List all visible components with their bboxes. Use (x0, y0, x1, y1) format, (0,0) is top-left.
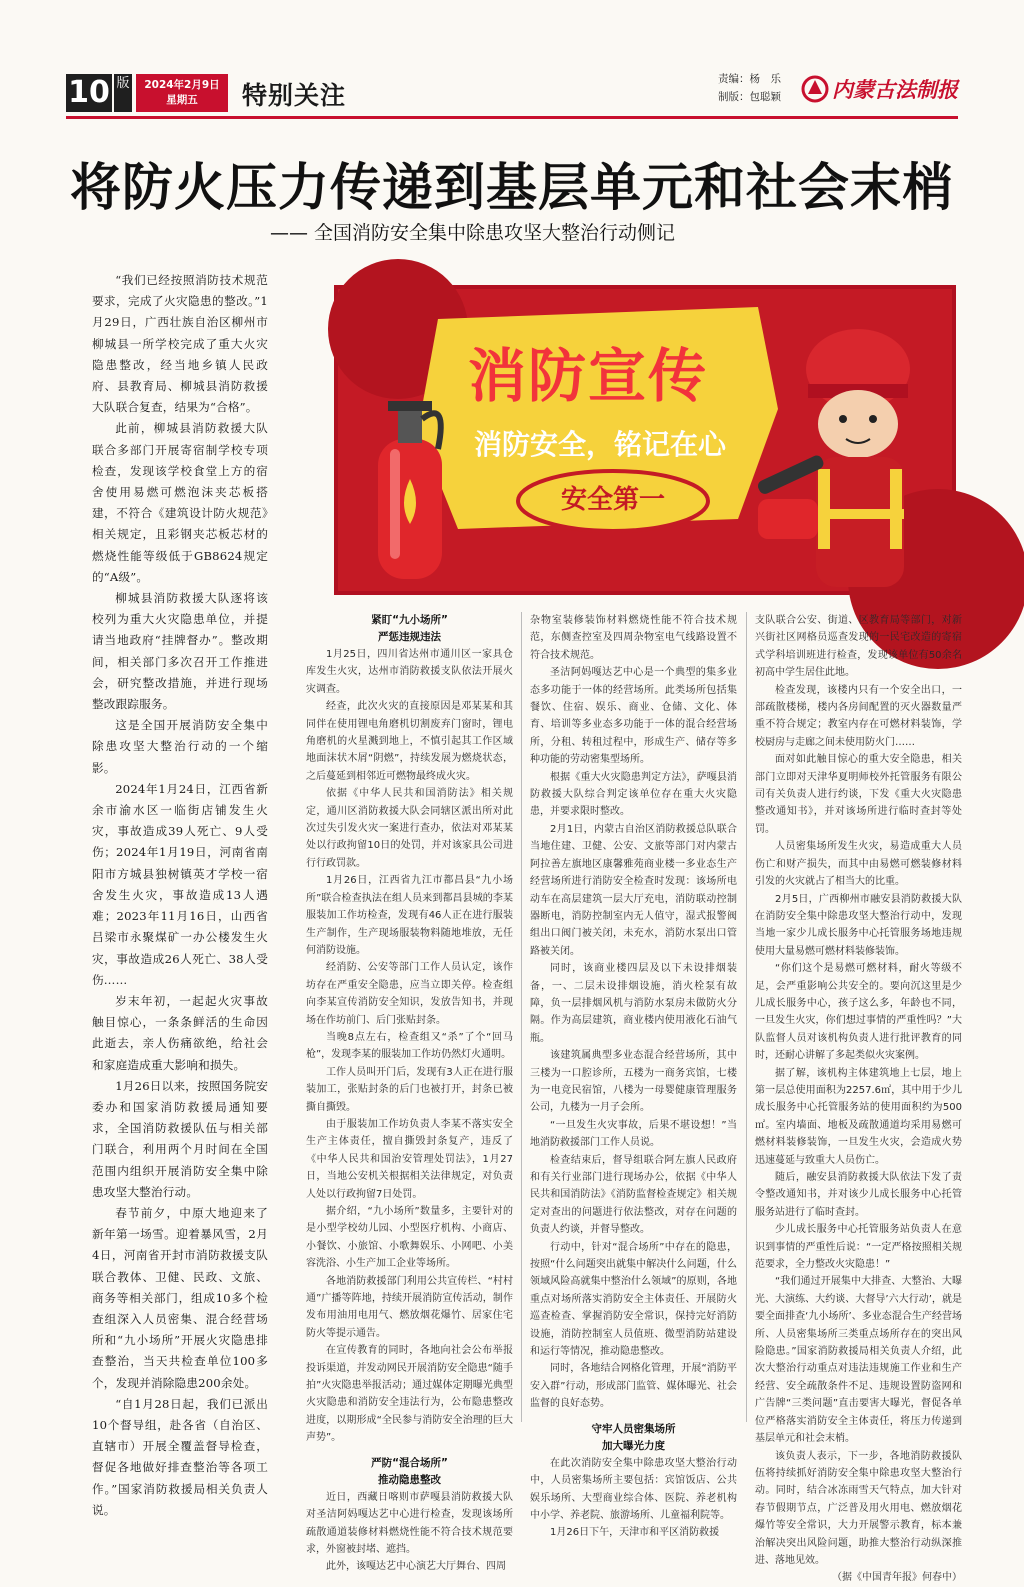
lead-column (92, 270, 268, 1517)
column-divider (521, 612, 522, 1422)
masthead-title: 内蒙古法制报 (832, 77, 958, 102)
body-paragraph: 据了解，该机构主体建筑地上七层，地上第一层总使用面积为2257.6㎡，其中用于少儿成长服务中心托管服务站的使用面积约为500㎡。室内墙面、地板及疏散通道均采用易燃可燃材料装修装饰，一旦发生火灾，会造成火势迅速蔓延与致重大人员伤亡。 (755, 1067, 962, 1166)
body-paragraph: 当晚8点左右，检查组又“杀”了个“回马枪”，发现李某的服装加工作坊仍然灯火通明。 (306, 1031, 513, 1061)
body-paragraph: 经消防、公安等部门工作人员认定，该作坊存在严重安全隐患，应当立即关停。检查组向李某宣传消防安全知识，发放告知书，并现场在作坊前门、后门张贴封条。 (306, 962, 513, 1026)
lead-paragraph: 柳城县消防救援大队逐将该校列为重大火灾隐患单位，并提请当地政府“挂牌督办”。整改期间，相关部门多次召开工作推进会，研究整改措施，并进行现场整改跟踪服务。 (92, 591, 268, 712)
body-paragraph: 此外，该嘎达艺中心演艺大厅舞台、四周 (326, 1561, 506, 1573)
editor-credits (718, 70, 781, 106)
body-paragraph: 工作人员叫开门后，发现有3人正在进行服装加工，张贴封条的后门也被打开，封条已被撕自撕毁。 (306, 1066, 513, 1113)
banner-title: 消防宣传 (468, 342, 709, 410)
body-paragraph: “我们通过开展集中大排查、大整治、大曝光、大演练、大约谈、大督导’六大行动’，就是要全面排查‘九小场所’、多业态混合生产经营场所、人员密集场所三类重点场所存在的突出风险隐患。”国家消防救援局相关负责人介绍，此次大整治行动重点对违法违规施工作业和生产经营、安全疏散条件不足、违规设置防盗网和广告牌“三类问题”直击要害大曝光，督促各单位严格落实消防安全主体责任，将压力传递到基层单元和社会末梢。 (755, 1276, 962, 1445)
body-paragraph: 1月26日下午，天津市和平区消防救援 (550, 1527, 720, 1539)
subtitle-spacer (530, 1413, 737, 1421)
body-paragraph: 检查结束后，督导组联合阿左旗人民政府和有关行业部门进行现场办公，依据《中华人民共和国消防法》《消防监督检查规定》相关规定对查出的问题进行依法整改，对存在问题的负责人约谈，并督导整改。 (530, 1154, 737, 1236)
designer: 制版：包聪颖 (718, 91, 781, 103)
body-paragraph: 面对如此触目惊心的重大安全隐患，相关部门立即对天津华夏明师校外托管服务有限公司有关负责人进行约谈，下发《重大火灾隐患整改通知书》，并对该场所进行临时查封等处罚。 (755, 754, 962, 835)
body-paragraph: 同时，该商业楼四层及以下未设排烟装备，一、二层未设排烟设施，消火栓泵有故障，负一层排烟风机与消防水泵房未做防火分隔。作为高层建筑，商业楼内使用液化石油气瓶。 (530, 963, 737, 1044)
page-number: 10 (66, 74, 112, 112)
section-subtitle: 推动隐患整改 (378, 1473, 441, 1486)
body-column-1 (306, 612, 513, 1573)
lead-paragraph: “我们已经按照消防技术规范要求，完成了火灾隐患的整改。”1月29日，广西壮族自治区柳州市柳城县一所学校完成了重大火灾隐患整改，经当地乡镇人民政府、县教育局、柳城县消防救援大队联合复查，结果为“合格”。 (92, 273, 268, 415)
body-paragraph: 1月25日，四川省达州市通川区一家具仓库发生火灾，达州市消防救援支队依法开展火灾调查。 (306, 649, 513, 695)
body-paragraph: 行动中，针对“混合场所”中存在的隐患，按照“什么问题突出就集中解决什么问题，什么领域风险高就集中整治什么领域”的原则，各地重点对场所落实消防安全主体责任、开展防火巡查检查、掌握消防安全常识，保持完好消防设施，消防控制室人员值班、微型消防站建设和运行等情况，推动隐患整改。 (530, 1241, 737, 1358)
column-divider (746, 612, 747, 1422)
lead-paragraph: “自1月28日起，我们已派出10个督导组，赴各省（自治区、直辖市）开展全覆盖督导检查，督促各地做好排查整治等各项工作。”国家消防救援局相关负责人说。 (92, 1396, 268, 1517)
lead-paragraph: 岁末年初，一起起火灾事故触目惊心，一条条鲜活的生命因此逝去，亲人伤痛欲绝，给社会和家庭造成重大影响和损失。 (92, 993, 268, 1072)
editor: 责编：杨 乐 (718, 73, 781, 85)
body-paragraph: “你们这个是易燃可燃材料，耐火等级不足，会严重影响公共安全的。要向沉这里是少儿成长服务中心，孩子这么多，年龄也不同，一旦发生火灾，你们想过事情的严重性吗？”大队监督人员对该机构负责人进行批评教育的同时，还耐心讲解了多起类似火灾案例。 (755, 963, 962, 1062)
body-paragraph: 2月1日，内蒙古自治区消防救援总队联合当地住建、卫健、公安、文旅等部门对内蒙古阿拉善左旗地区康馨雅苑商业楼一多业态生产经营场所进行消防安全检查时发现：该场所电动车在高层建筑一层大厅充电，消防联动控制器断电，消防控制室内无人值守，湿式报警阀组出口阀门被关闭，未充水，消防水泵出口管路被关闭。 (530, 823, 737, 957)
issue-weekday: 星期五 (166, 94, 198, 106)
date-box (136, 74, 228, 112)
body-paragraph: “一旦发生火灾事故，后果不堪设想！”当地消防救援部门工作人员说。 (530, 1119, 737, 1149)
body-paragraph: 1月26日，江西省九江市都昌县“九小场所”联合检查执法在组人员来到都昌县城的李某服装加工作坊检查，发现有46人正在进行服装生产制作，生产现场服装物料随地堆放，无任何消防设施。 (306, 875, 513, 956)
subtitle-spacer (306, 1447, 513, 1455)
body-paragraph: 该负责人表示，下一步，各地消防救援队伍将持续抓好消防安全集中除患攻坚大整治行动。同时，结合冰冻雨雪天气特点，加大针对春节假期节点，广泛普及用火用电、燃放烟花爆竹等安全常识，大力开展警示教育，标本兼治解决突出风险问题，助推大整治行动纵深推进、落地见效。 (755, 1450, 962, 1566)
section-subtitle: 加大曝光力度 (602, 1439, 665, 1452)
section-subtitle: 守牢人员密集场所 (591, 1422, 676, 1435)
body-paragraph: 在此次消防安全集中除患攻坚大整治行动中，人员密集场所主要包括：宾馆饭店、公共娱乐场所、大型商业综合体、医院、养老机构中小学、养老院、旅游场所、儿童福利院等。 (530, 1457, 737, 1521)
fire-safety-banner (334, 285, 956, 595)
issue-date: 2024年2月9日 (144, 79, 220, 91)
body-paragraph: 经查，此次火灾的直接原因是邓某某和其同伴在使用锂电角磨机切割废弃门窗时，锂电角磨机的火星溅到地上，不慎引起其工作区域地面沫状木屑“阴燃”，持续发展为燃烧状态，之后蔓延到相邻近可燃物最终成火灾。 (306, 701, 513, 782)
body-paragraph: 各地消防救援部门利用公共宣传栏、“村村通”广播等阵地，持续开展消防宣传活动，制作发布用油用电用气、燃放烟花爆竹、居家住宅防火等提示通告。 (306, 1275, 513, 1339)
body-paragraph: 依据《中华人民共和国消防法》相关规定，通川区消防救援大队会同辖区派出所对此次过失引发火灾一案进行查办，依法对邓某某处以行政拘留10日的处罚，并对该家具公司进行行政罚款。 (306, 788, 513, 869)
body-paragraph: 该建筑属典型多业态混合经营场所，其中三楼为一口腔诊所，五楼为一商务宾馆，七楼为一电竞民宿馆，八楼为一母婴健康管理服务公司，九楼为一月子会所。 (530, 1050, 737, 1114)
body-column-3 (755, 612, 962, 1584)
body-paragraph: 2月5日，广西柳州市融安县消防救援大队在消防安全集中除患攻坚大整治行动中，发现当地一家少儿成长服务中心托管服务场地违规使用大量易燃可燃材料装修装饰。 (755, 893, 962, 957)
page-header (66, 68, 958, 118)
article-headline: 将防火压力传递到基层单元和社会末梢 (69, 158, 954, 218)
header-rule (66, 116, 958, 119)
body-paragraph: 检查发现，该楼内只有一个安全出口，一部疏散楼梯，楼内各房间配置的灭火器数量严重不符合规定；教室内存在可燃材料装饰，学校厨房与走廊之间未使用防火门…… (755, 684, 962, 748)
body-paragraph: 近日，西藏日喀则市萨嘎县消防救援大队对圣洁阿妈嘎达艺中心进行检查，发现该场所疏散通道装修材料燃烧性能不符合技术规范要求，外窗被封堵、遮挡。 (306, 1491, 513, 1555)
section-title: 特别关注 (242, 81, 347, 110)
lead-paragraph: 此前，柳城县消防救援大队联合多部门开展寄宿制学校专项检查，发现该学校食堂上方的宿舍使用易燃可燃泡沫夹芯板搭建，不符合《建筑设计防火规范》相关规定，且彩钢夹芯板芯材的燃烧性能等级低于GB8624规定的“A级”。 (92, 421, 268, 584)
body-paragraph: 同时，各地结合网格化管理，开展“消防平安入群”行动，形成部门监管、媒体曝光、社会监督的良好态势。 (530, 1363, 737, 1410)
body-paragraph: 圣洁阿妈嘎达艺中心是一个典型的集多业态多功能于一体的经营场所。此类场所包括集餐饮、住宿、娱乐、商业、仓储、文化、体育、培训等多业态多功能于一体的混合经营场所，分租、转租过程中，形成生产、储存等多种功能的劳动密集型场所。 (530, 667, 737, 766)
body-paragraph: 支队联合公安、街道、区教育局等部门，对新兴街社区网格员巡查发现的一民宅改造的寄宿式学科培训班进行检查，发现该单位有50余名初高中学生居住此地。 (755, 615, 962, 679)
source-credit: （据《中国青年报》何春中） (832, 1572, 962, 1584)
masthead (800, 72, 960, 106)
ban-label: 版 (114, 74, 132, 112)
banner-badge: 安全第一 (560, 485, 665, 515)
section-subtitle: 紧盯“九小场所” (371, 614, 448, 626)
body-paragraph: 人员密集场所发生火灾，易造成重大人员伤亡和财产损失，而其中由易燃可燃装修材料引发的火灾就占了相当大的比重。 (755, 841, 962, 888)
body-paragraph: 据介绍，“九小场所”数量多，主要针对的是小型学校幼儿园、小型医疗机构、小商店、小餐饮、小旅馆、小歌舞娱乐、小网吧、小美容洗浴、小生产加工企业等场所。 (306, 1206, 513, 1270)
firefighter-icon (756, 329, 910, 587)
body-paragraph: 根据《重大火灾隐患判定方法》，萨嘎县消防救援大队综合判定该单位存在重大火灾隐患，并要求限时整改。 (530, 771, 737, 818)
masthead-logo-icon (800, 74, 830, 104)
body-paragraph: 由于服装加工作坊负责人李某不落实安全生产主体责任，擅自撕毁封条复产，违反了《中华人民共和国治安管理处罚法》，1月27日，当地公安机关根据相关法律规定，对负责人处以行政拘留7日处罚。 (306, 1118, 513, 1200)
lead-paragraph: 1月26日以来，按照国务院安委办和国家消防救援局通知要求，全国消防救援队伍与相关部门联合，利用两个月时间在全国范围内组织开展消防安全集中除患攻坚大整治行动。 (92, 1078, 268, 1199)
body-paragraph: 随后，融安县消防救援大队依法下发了责令整改通知书，并对该少儿成长服务中心托管服务站进行了临时查封。 (755, 1172, 962, 1218)
banner-subtitle: 消防安全，铭记在心 (473, 428, 726, 461)
section-subtitle: 严惩违规违法 (378, 631, 441, 643)
body-paragraph: 杂物室装修装饰材料燃烧性能不符合技术规范，东侧查控室及四周杂物室电气线路设置不符合技术规范。 (530, 615, 737, 661)
lead-paragraph: 2024年1月24日，江西省新余市渝水区一临街店铺发生火灾，事故造成39人死亡、9人受伤；2024年1月19日，河南省南阳市方城县独树镇英才学校一宿舍发生火灾，事故造成13人遇难；2023年11月16日，山西省吕梁市永聚煤矿一办公楼发生火灾，事故造成26人死亡、38人受伤…… (92, 781, 268, 987)
article-subheadline: —— 全国消防安全集中除患攻坚大整治行动侧记 (270, 222, 676, 244)
lead-paragraph: 这是全国开展消防安全集中除患攻坚大整治行动的一个缩影。 (92, 718, 268, 775)
body-paragraph: 在宣传教育的同时，各地向社会公布举报投诉渠道，并发动网民开展消防安全隐患“随手拍”火灾隐患举报活动；通过媒体定期曝光典型火灾隐患和消防安全违法行为，公布隐患整改进度，以期形成“全民参与消防安全治理的巨大声势”。 (306, 1345, 513, 1444)
body-paragraph: 少儿成长服务中心托管服务站负责人在意识到事情的严重性后说：“一定严格按照相关规范要求，全力整改火灾隐患！” (755, 1224, 962, 1271)
section-subtitle: 严防“混合场所” (371, 1456, 448, 1469)
lead-paragraph: 春节前夕，中原大地迎来了新年第一场雪。迎着暴风雪，2月4日，河南省开封市消防救援支队联合教体、卫健、民政、文旅、商务等相关部门，组成10多个检查组深入人员密集、混合经营场所和“九小场所”开展火灾隐患排查整治，当天共检查单位100多个，发现并消除隐患200余处。 (92, 1205, 268, 1390)
body-column-2 (530, 612, 737, 1539)
